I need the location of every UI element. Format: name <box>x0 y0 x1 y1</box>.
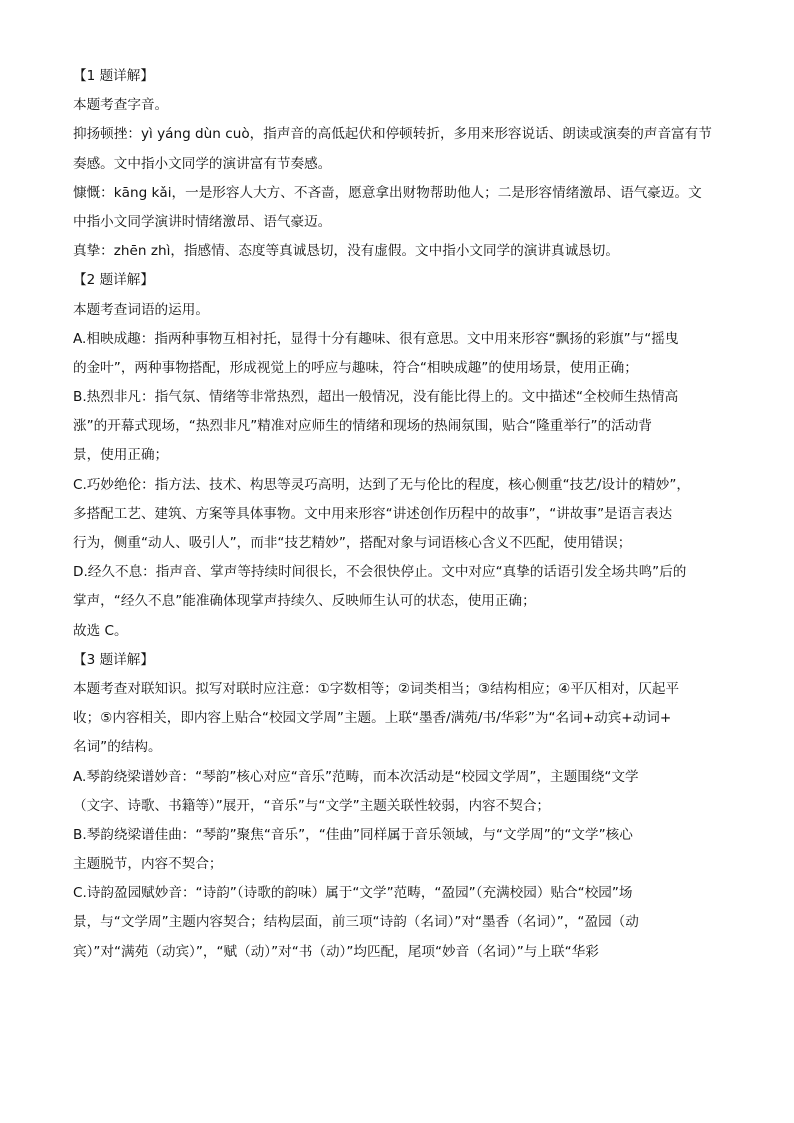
text-line: 多搭配工艺、建筑、方案等具体事物。文中用来形容“讲述创作历程中的故事”，“讲故事”是语言表达 <box>73 505 673 522</box>
text-line: 主题脱节，内容不契合； <box>73 856 223 873</box>
text-line: C.诗韵盈园赋妙音：“诗韵”（诗歌的韵味）属于“文学”范畴，“盈园”（充满校园）贴合“校园”场 <box>73 885 633 902</box>
text-line: 行为，侧重“动人、吸引人”，而非“技艺精妙”，搭配对象与词语核心含义不匹配，使用错误； <box>73 535 632 551</box>
text-line: 收；⑤内容相关，即内容上贴合“校园文学周”主题。上联“墨香/满苑/书/华彩”为“名词+动宾+动词+ <box>73 710 672 727</box>
section-heading: 【1 题详解】 <box>73 68 154 84</box>
text-line: A.相映成趣：指两种事物互相衬托，显得十分有趣味、很有意思。文中用来形容“飘扬的彩旗”与“摇曳 <box>73 330 679 347</box>
text-line: A.琴韵绕梁谱妙音：“琴韵”核心对应“音乐”范畴，而本次活动是“校园文学周”，主题围绕“文学 <box>73 768 639 785</box>
text-line: 本题考查对联知识。拟写对联时应注意：①字数相等；②词类相当；③结构相应；④平仄相对，仄起平 <box>73 680 680 697</box>
text-line: 奏感。文中指小文同学的演讲富有节奏感。 <box>73 155 332 172</box>
text-line: （文字、诗歌、书籍等）”展开，“音乐”与“文学”主题关联性较弱，内容不契合； <box>73 797 551 814</box>
text-line: 宾）”对“满苑（动宾）”，“赋（动）”对“书（动）”均匹配，尾项“妙音（名词）”与上联“华彩 <box>73 943 599 960</box>
document-page <box>73 62 723 967</box>
text-line: 抑扬顿挫：yì yáng dùn cuò，指声音的高低起伏和停顿转折，多用来形容说话、朗读或演奏的声音富有节 <box>73 126 712 143</box>
text-line: 慷慨：kāng kǎi，一是形容人大方、不吝啬，愿意拿出财物帮助他人；二是形容情绪激昂、语气豪迈。文 <box>73 184 702 201</box>
text-line: B.热烈非凡：指气氛、情绪等非常热烈，超出一般情况，没有能比得上的。文中描述“全校师生热情高 <box>73 389 679 406</box>
text-line: 涨”的开幕式现场，“热烈非凡”精准对应师生的情绪和现场的热闹氛围，贴合“隆重举行”的活动背 <box>73 418 652 435</box>
text-line: 本题考查字音。 <box>73 97 169 114</box>
text-line: 的金叶”，两种事物搭配，形成视觉上的呼应与趣味，符合“相映成趣”的使用场景，使用正确； <box>73 359 638 376</box>
text-line: 中指小文同学演讲时情绪激昂、语气豪迈。 <box>73 213 332 230</box>
text-line: 景，使用正确； <box>73 447 169 464</box>
text-line: D.经久不息：指声音、掌声等持续时间很长，不会很快停止。文中对应“真挚的话语引发全场共鸣”后的 <box>73 564 687 581</box>
text-line: 景，与“文学周”主题内容契合；结构层面，前三项“诗韵（名词）”对“墨香（名词）”，“盈园（动 <box>73 914 639 931</box>
text-line: B.琴韵绕梁谱佳曲：“琴韵”聚焦“音乐”，“佳曲”同样属于音乐领域，与“文学周”的“文学”核心 <box>73 826 633 843</box>
text-line: 本题考查词语的运用。 <box>73 301 209 318</box>
text-line: C.巧妙绝伦：指方法、技术、构思等灵巧高明，达到了无与伦比的程度，核心侧重“技艺/设计的精妙”， <box>73 476 691 493</box>
section-heading: 【2 题详解】 <box>73 272 154 289</box>
section-heading: 【3 题详解】 <box>73 651 154 668</box>
text-line: 掌声，“经久不息”能准确体现掌声持续久、反映师生认可的状态，使用正确； <box>73 593 536 610</box>
text-line: 故选 C。 <box>73 622 128 639</box>
text-line: 真挚：zhēn zhì，指感情、态度等真诚恳切，没有虚假。文中指小文同学的演讲真诚恳切。 <box>73 243 619 260</box>
text-line: 名词”的结构。 <box>73 739 162 756</box>
